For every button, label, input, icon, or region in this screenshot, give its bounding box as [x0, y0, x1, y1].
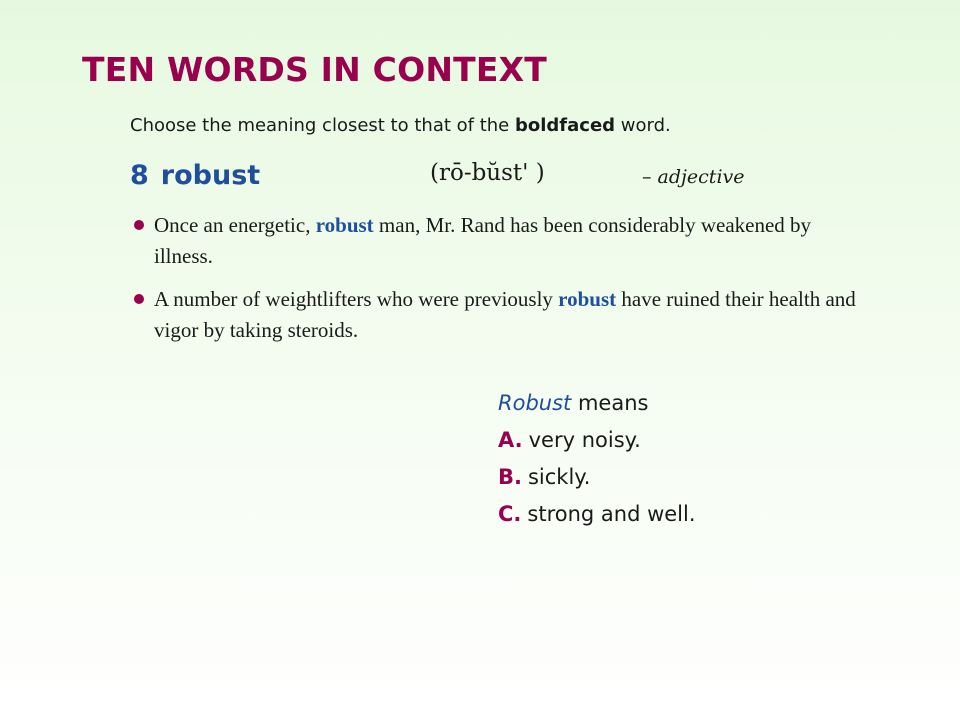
example-sentences	[134, 210, 874, 358]
sentence-keyword: robust	[558, 287, 617, 311]
option-text: very noisy.	[528, 428, 641, 452]
sentence-text-after: man, Mr. Rand has been considerably weakened by illness.	[154, 213, 812, 268]
answer-option-b[interactable]	[498, 464, 696, 491]
instruction-text	[130, 115, 671, 136]
answer-option-c[interactable]	[498, 501, 696, 528]
question-stem	[498, 390, 696, 417]
sentence-text-after: have ruined their health and vigor by taking steroids.	[154, 287, 856, 342]
example-sentence-2	[134, 284, 874, 346]
instruction-bold: boldfaced	[514, 115, 616, 136]
option-letter: A.	[498, 428, 523, 452]
pronunciation: (rō-bŭst' )	[430, 160, 545, 186]
question-stem-text: means	[577, 391, 649, 415]
sentence-text-before: A number of weightlifters who were previously	[154, 287, 553, 311]
vocabulary-word: robust	[160, 160, 261, 191]
instruction-after: word.	[620, 115, 671, 136]
option-letter: C.	[498, 502, 522, 526]
sentence-keyword: robust	[315, 213, 374, 237]
page-title: TEN WORDS IN CONTEXT	[82, 50, 547, 89]
word-number: 8	[130, 160, 149, 191]
bullet-icon	[134, 220, 144, 230]
example-sentence-1	[134, 210, 874, 272]
option-text: sickly.	[527, 465, 591, 489]
bullet-icon	[134, 294, 144, 304]
word-heading	[130, 160, 260, 191]
answer-option-a[interactable]	[498, 427, 696, 454]
instruction-before: Choose the meaning closest to that of the	[130, 115, 510, 136]
option-text: strong and well.	[527, 502, 696, 526]
question-word: Robust	[498, 391, 572, 415]
part-of-speech: – adjective	[642, 166, 745, 188]
option-letter: B.	[498, 465, 522, 489]
sentence-text-before: Once an energetic,	[154, 213, 311, 237]
question-block	[498, 390, 696, 528]
